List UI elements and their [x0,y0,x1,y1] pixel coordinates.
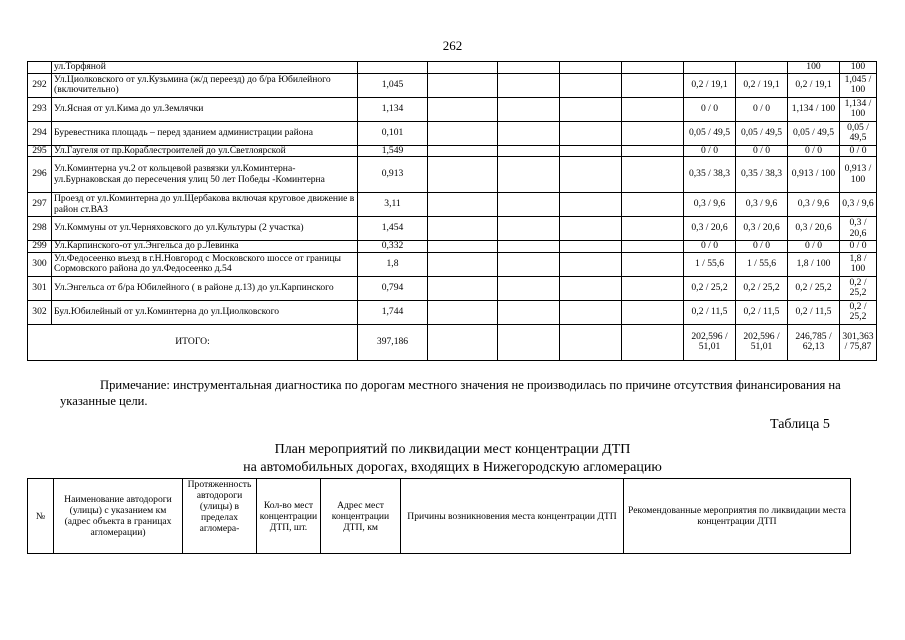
cell-c2 [498,217,560,241]
cell-c2 [498,300,560,324]
cell-c7: 0,3 / 9,6 [840,193,877,217]
cell-num: 301 [28,276,52,300]
cell-num: 292 [28,73,52,97]
cell-c4 [684,62,736,74]
cell-c5: 0,05 / 49,5 [736,121,788,145]
cell-c1 [428,73,498,97]
total-c4: 202,596 / 51,01 [684,324,736,360]
cell-c7: 100 [840,62,877,74]
table-row [28,157,877,193]
cell-c5: 0,2 / 25,2 [736,276,788,300]
table-row [28,252,877,276]
cell-empty [428,324,498,360]
cell-c4: 0,2 / 25,2 [684,276,736,300]
cell-empty [622,324,684,360]
cell-c2 [498,73,560,97]
cell-c5: 0 / 0 [736,145,788,157]
cell-c7: 1,045 / 100 [840,73,877,97]
cell-c7: 0 / 0 [840,241,877,253]
cell-c3 [560,157,622,193]
cell-c5: 1 / 55,6 [736,252,788,276]
cell-c2 [498,276,560,300]
cell-c1 [428,276,498,300]
cell-c5: 0 / 0 [736,241,788,253]
cell-name: ул.Торфяной [52,62,358,74]
cell-c7: 0,913 / 100 [840,157,877,193]
cell-c3 [560,300,622,324]
cell-length: 1,454 [358,217,428,241]
plan-title [0,441,905,477]
cell-num: 300 [28,252,52,276]
table-row [28,62,877,74]
cell-length: 1,744 [358,300,428,324]
cell-c3 [560,121,622,145]
cell-x1 [622,97,684,121]
cell-c2 [498,157,560,193]
cell-c6: 100 [788,62,840,74]
cell-length [358,62,428,74]
cell-c2 [498,145,560,157]
cell-name: Ул.Федосеенко въезд в г.Н.Новгород с Московского шоссе от границы Сормовского района до ул.Федосеенко д.54 [52,252,358,276]
cell-c1 [428,121,498,145]
cell-c2 [498,121,560,145]
cell-empty [498,324,560,360]
cell-c6: 1,134 / 100 [788,97,840,121]
cell-c3 [560,145,622,157]
cell-c5 [736,62,788,74]
header-length: Протяженность автодороги (улицы) в пределах агломера- [183,479,257,554]
cell-c7: 1,134 / 100 [840,97,877,121]
cell-c2 [498,241,560,253]
cell-c1 [428,217,498,241]
cell-c1 [428,157,498,193]
total-label: ИТОГО: [28,324,358,360]
header-num: № [28,479,54,554]
cell-length: 0,794 [358,276,428,300]
cell-x1 [622,73,684,97]
cell-c6: 1,8 / 100 [788,252,840,276]
plan-title-line2: на автомобильных дорогах, входящих в Нижегородскую агломерацию [243,460,662,475]
cell-c4: 0 / 0 [684,145,736,157]
table-row [28,145,877,157]
cell-x1 [622,193,684,217]
plan-table [27,478,851,554]
cell-c3 [560,241,622,253]
cell-c2 [498,252,560,276]
cell-c6: 0,913 / 100 [788,157,840,193]
cell-num: 297 [28,193,52,217]
cell-c7: 0,2 / 25,2 [840,300,877,324]
total-c7: 301,363 / 75,87 [840,324,877,360]
cell-x1 [622,121,684,145]
cell-length: 1,045 [358,73,428,97]
cell-c2 [498,193,560,217]
cell-c5: 0,2 / 19,1 [736,73,788,97]
cell-c5: 0,3 / 20,6 [736,217,788,241]
cell-c3 [560,193,622,217]
table-row [28,241,877,253]
cell-c5: 0 / 0 [736,97,788,121]
table-row [28,193,877,217]
cell-c7: 1,8 / 100 [840,252,877,276]
cell-c6: 0,2 / 25,2 [788,276,840,300]
cell-c4: 0 / 0 [684,97,736,121]
cell-c6: 0,3 / 9,6 [788,193,840,217]
cell-c7: 0,2 / 25,2 [840,276,877,300]
cell-c3 [560,252,622,276]
cell-num: 302 [28,300,52,324]
cell-c4: 0,35 / 38,3 [684,157,736,193]
cell-c4: 0,2 / 19,1 [684,73,736,97]
table-row [28,217,877,241]
table-row [28,276,877,300]
cell-c1 [428,252,498,276]
cell-length: 0,913 [358,157,428,193]
total-length: 397,186 [358,324,428,360]
cell-num: 294 [28,121,52,145]
cell-x1 [622,62,684,74]
cell-name: Ул.Гаугеля от пр.Кораблестроителей до ул.Светлоярской [52,145,358,157]
cell-length: 1,8 [358,252,428,276]
cell-c1 [428,62,498,74]
cell-name: Ул.Циолковского от ул.Кузьмина (ж/д переезд) до б/ра Юбилейного (включительно) [52,73,358,97]
cell-c1 [428,193,498,217]
cell-num: 293 [28,97,52,121]
cell-c2 [498,62,560,74]
cell-x1 [622,157,684,193]
cell-name: Ул.Ясная от ул.Кима до ул.Землячки [52,97,358,121]
note: Примечание: инструментальная диагностика по дорогам местного значения не производилась по причине отсутствия финансирования на указанные цели. [60,378,841,408]
table-row [28,300,877,324]
cell-c5: 0,2 / 11,5 [736,300,788,324]
cell-c1 [428,300,498,324]
cell-name: Ул.Карпинского-от ул.Энгельса до р.Левинка [52,241,358,253]
cell-c5: 0,35 / 38,3 [736,157,788,193]
cell-length: 0,332 [358,241,428,253]
header-name: Наименование автодороги (улицы) с указанием км (адрес объекта в границах агломерации) [54,479,183,554]
cell-num: 295 [28,145,52,157]
cell-c1 [428,145,498,157]
cell-x1 [622,217,684,241]
cell-c3 [560,276,622,300]
cell-x1 [622,276,684,300]
cell-c4: 0,3 / 20,6 [684,217,736,241]
cell-c7: 0,05 / 49,5 [840,121,877,145]
road-diagnostics-table [27,61,877,361]
cell-c3 [560,97,622,121]
cell-x1 [622,145,684,157]
cell-num: 296 [28,157,52,193]
cell-c1 [428,97,498,121]
cell-num: 298 [28,217,52,241]
cell-c6: 0,2 / 11,5 [788,300,840,324]
cell-c7: 0,3 / 20,6 [840,217,877,241]
cell-empty [560,324,622,360]
cell-name: Проезд от ул.Коминтерна до ул.Щербакова включая круговое движение в район ст.ВАЗ [52,193,358,217]
header-address: Адрес мест концентрации ДТП, км [321,479,401,554]
table-label: Таблица 5 [770,417,830,432]
cell-c6: 0,3 / 20,6 [788,217,840,241]
cell-c4: 0,05 / 49,5 [684,121,736,145]
cell-x1 [622,252,684,276]
header-measures: Рекомендованные мероприятия по ликвидации места концентрации ДТП [624,479,851,554]
cell-c6: 0,05 / 49,5 [788,121,840,145]
cell-c6: 0 / 0 [788,241,840,253]
cell-name: Ул.Коминтерна уч.2 от кольцевой развязки ул.Коминтерна-ул.Бурнаковская до пересечения улиц 50 лет Победы -Коминтерна [52,157,358,193]
cell-length: 1,134 [358,97,428,121]
cell-c4: 0,3 / 9,6 [684,193,736,217]
total-row [28,324,877,360]
cell-c3 [560,73,622,97]
cell-c5: 0,3 / 9,6 [736,193,788,217]
page-number: 262 [442,38,463,53]
cell-c4: 1 / 55,6 [684,252,736,276]
cell-length: 1,549 [358,145,428,157]
cell-name: Буревестника площадь – перед зданием администрации района [52,121,358,145]
cell-num: 299 [28,241,52,253]
cell-length: 3,11 [358,193,428,217]
header-reasons: Причины возникновения места концентрации ДТП [401,479,624,554]
table-row [28,121,877,145]
cell-c3 [560,62,622,74]
total-c6: 246,785 / 62,13 [788,324,840,360]
cell-c1 [428,241,498,253]
cell-c6: 0 / 0 [788,145,840,157]
table-row [28,73,877,97]
cell-c3 [560,217,622,241]
cell-c2 [498,97,560,121]
cell-length: 0,101 [358,121,428,145]
plan-title-line1: План мероприятий по ликвидации мест концентрации ДТП [274,442,631,457]
cell-num [28,62,52,74]
cell-name: Бул.Юбилейный от ул.Коминтерна до ул.Циолковского [52,300,358,324]
header-count: Кол-во мест концентрации ДТП, шт. [257,479,321,554]
total-c5: 202,596 / 51,01 [736,324,788,360]
cell-x1 [622,241,684,253]
cell-c7: 0 / 0 [840,145,877,157]
table-row [28,97,877,121]
cell-c6: 0,2 / 19,1 [788,73,840,97]
cell-c4: 0 / 0 [684,241,736,253]
cell-x1 [622,300,684,324]
cell-c4: 0,2 / 11,5 [684,300,736,324]
cell-name: Ул.Энгельса от б/ра Юбилейного ( в районе д.13) до ул.Карпинского [52,276,358,300]
cell-name: Ул.Коммуны от ул.Черняховского до ул.Культуры (2 участка) [52,217,358,241]
